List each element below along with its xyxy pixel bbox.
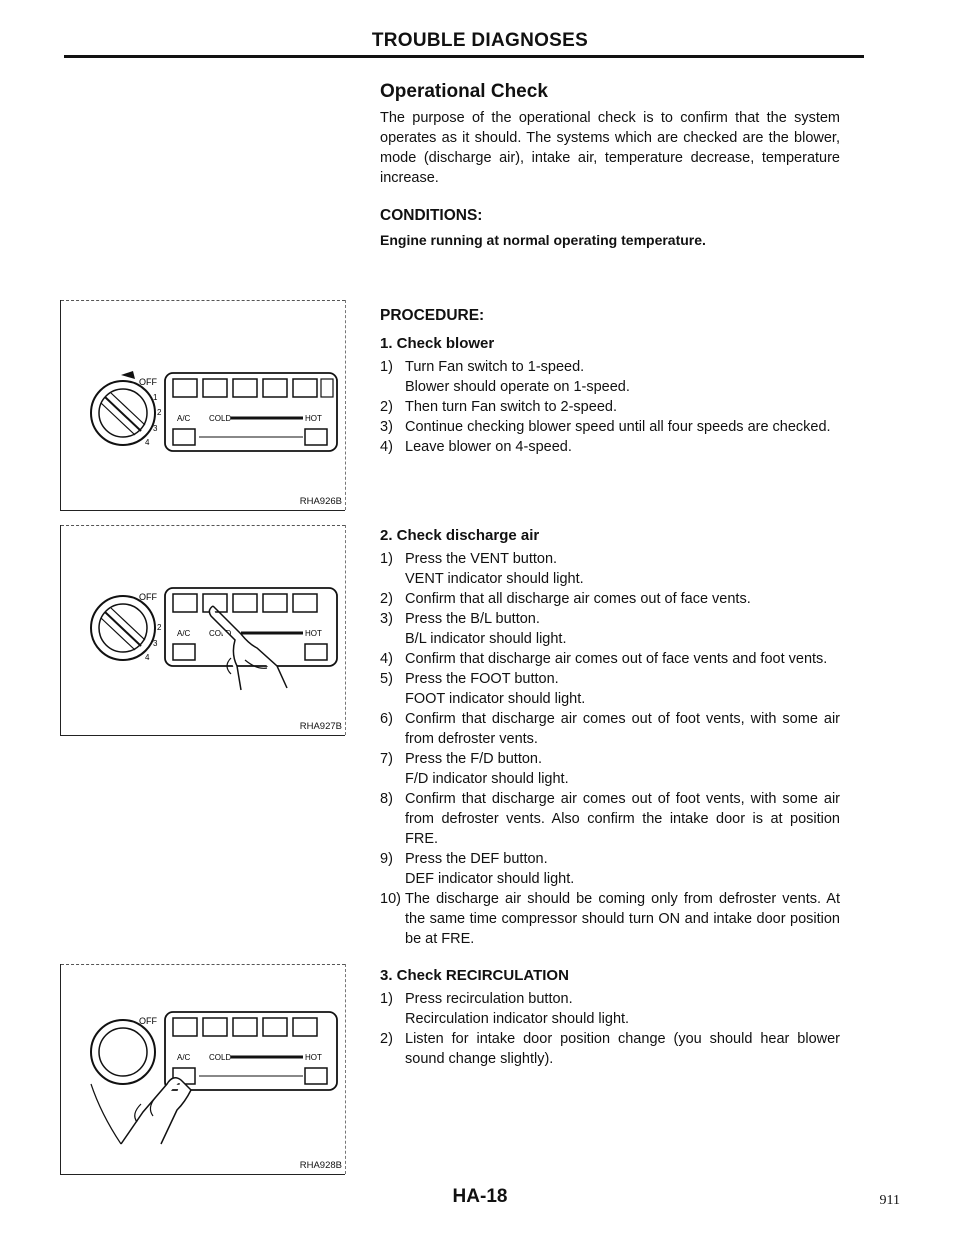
step1-item-number: 1) bbox=[380, 359, 393, 375]
svg-text:2: 2 bbox=[157, 623, 162, 632]
step2-item-number: 9) bbox=[380, 851, 393, 867]
step3-item-text: Listen for intake door position change (you should hear blower sound change slightly). bbox=[405, 1031, 840, 1067]
step2-item bbox=[380, 889, 840, 949]
step2-item-number: 3) bbox=[380, 611, 393, 627]
intro-paragraph: The purpose of the operational check is to confirm that the system operates as it should. The systems which are checked are the blower, mode (discharge air), intake air, temperature decrease, temperature increase. bbox=[380, 110, 840, 186]
step2-block bbox=[380, 526, 840, 949]
svg-text:COLD: COLD bbox=[209, 1053, 232, 1062]
step2-item-number bbox=[380, 629, 405, 649]
step2-item bbox=[380, 709, 840, 749]
header-rule bbox=[64, 55, 864, 58]
step2-item-text: VENT indicator should light. bbox=[405, 571, 584, 587]
step2-item-number: 6) bbox=[380, 711, 393, 727]
step1-item bbox=[380, 377, 840, 397]
step2-item-text: The discharge air should be coming only from defroster vents. At the same time compressor should turn ON and intake door position be at FRE. bbox=[405, 891, 840, 947]
step3-list bbox=[380, 989, 840, 1069]
step2-item-text: Press the DEF button. bbox=[405, 851, 548, 867]
step2-item-text: Press the VENT button. bbox=[405, 551, 558, 567]
svg-text:HOT: HOT bbox=[305, 1053, 322, 1062]
svg-text:4: 4 bbox=[145, 653, 150, 662]
step2-item-number: 4) bbox=[380, 651, 393, 667]
step2-item-number: 5) bbox=[380, 671, 393, 687]
svg-text:OFF: OFF bbox=[139, 377, 157, 387]
step2-item-text: Confirm that discharge air comes out of face vents and foot vents. bbox=[405, 651, 828, 667]
step2-item-text: Confirm that discharge air comes out of foot vents, with some air from defroster vents. Also confirm the intake door is at position FRE. bbox=[405, 791, 840, 847]
step2-item bbox=[380, 569, 840, 589]
svg-text:OFF: OFF bbox=[139, 1016, 157, 1026]
step3-item bbox=[380, 989, 840, 1009]
step1-item bbox=[380, 357, 840, 377]
page-label: HA-18 bbox=[452, 1186, 508, 1207]
step2-item-number bbox=[380, 689, 405, 709]
step1-title: 1. Check blower bbox=[380, 335, 495, 352]
step3-item-text: Press recirculation button. bbox=[405, 991, 573, 1007]
control-panel-illustration-1 bbox=[61, 300, 345, 510]
figure-1-code: RHA926B bbox=[299, 496, 342, 507]
step3-item-number: 2) bbox=[380, 1031, 393, 1047]
step1-item bbox=[380, 437, 840, 457]
step2-item bbox=[380, 689, 840, 709]
control-panel-illustration-3 bbox=[61, 964, 345, 1174]
svg-text:A/C: A/C bbox=[177, 629, 191, 638]
step1-item-text: Blower should operate on 1-speed. bbox=[405, 379, 630, 395]
svg-text:4: 4 bbox=[145, 438, 150, 447]
conditions-heading: CONDITIONS: bbox=[380, 207, 483, 224]
step2-item bbox=[380, 549, 840, 569]
step3-item-number: 1) bbox=[380, 991, 393, 1007]
step2-item bbox=[380, 869, 840, 889]
step2-item bbox=[380, 789, 840, 849]
section-header: TROUBLE DIAGNOSES bbox=[371, 30, 589, 51]
step2-item bbox=[380, 629, 840, 649]
step2-list bbox=[380, 549, 840, 949]
svg-text:A/C: A/C bbox=[177, 414, 191, 423]
step2-item-number bbox=[380, 569, 405, 589]
step2-item-number: 2) bbox=[380, 591, 393, 607]
operational-check-title: Operational Check bbox=[380, 81, 548, 102]
step2-item bbox=[380, 669, 840, 689]
step1-item-text: Continue checking blower speed until all four speeds are checked. bbox=[405, 419, 831, 435]
figure-1 bbox=[60, 300, 345, 511]
svg-text:3: 3 bbox=[153, 424, 158, 433]
step1-list bbox=[380, 357, 840, 457]
step2-item-text: Press the F/D button. bbox=[405, 751, 543, 767]
step2-item-number: 8) bbox=[380, 791, 393, 807]
step2-item bbox=[380, 769, 840, 789]
step2-title: 2. Check discharge air bbox=[380, 527, 540, 544]
step2-item-text: B/L indicator should light. bbox=[405, 631, 567, 647]
step1-item bbox=[380, 417, 840, 437]
svg-text:COLD: COLD bbox=[209, 629, 232, 638]
step2-item-text: DEF indicator should light. bbox=[405, 871, 575, 887]
step2-item-number bbox=[380, 869, 405, 889]
step1-item-text: Turn Fan switch to 1-speed. bbox=[405, 359, 585, 375]
step1-item-number bbox=[380, 377, 405, 397]
figure-3-code: RHA928B bbox=[299, 1160, 342, 1171]
svg-text:A/C: A/C bbox=[177, 1053, 191, 1062]
step3-item-text: Recirculation indicator should light. bbox=[405, 1011, 630, 1027]
step2-item-number: 7) bbox=[380, 751, 393, 767]
step1-item-number: 3) bbox=[380, 419, 393, 435]
svg-text:1: 1 bbox=[153, 393, 158, 402]
svg-text:3: 3 bbox=[153, 639, 158, 648]
step3-item bbox=[380, 1029, 840, 1069]
figure-2 bbox=[60, 525, 345, 736]
svg-text:HOT: HOT bbox=[305, 414, 322, 423]
step1-item-number: 4) bbox=[380, 439, 393, 455]
step1-item bbox=[380, 397, 840, 417]
step1-item-text: Leave blower on 4-speed. bbox=[405, 439, 572, 455]
step3-item bbox=[380, 1009, 840, 1029]
step3-title: 3. Check RECIRCULATION bbox=[380, 967, 569, 984]
step2-item-text: F/D indicator should light. bbox=[405, 771, 569, 787]
operational-check-block bbox=[380, 82, 840, 250]
step2-item bbox=[380, 649, 840, 669]
svg-text:COLD: COLD bbox=[209, 414, 232, 423]
svg-text:2: 2 bbox=[157, 408, 162, 417]
conditions-text: Engine running at normal operating temperature. bbox=[380, 232, 706, 248]
step3-item-number bbox=[380, 1009, 405, 1029]
sheet-number: 911 bbox=[879, 1193, 900, 1208]
step2-item-number bbox=[380, 769, 405, 789]
step2-item-text: Confirm that all discharge air comes out of face vents. bbox=[405, 591, 751, 607]
step1-item-number: 2) bbox=[380, 399, 393, 415]
step2-item bbox=[380, 849, 840, 869]
step2-item-text: Press the FOOT button. bbox=[405, 671, 559, 687]
step2-item-text: Press the B/L button. bbox=[405, 611, 540, 627]
procedure-block bbox=[380, 306, 840, 457]
figure-3 bbox=[60, 964, 345, 1175]
step2-item-number: 1) bbox=[380, 551, 393, 567]
control-panel-illustration-2 bbox=[61, 525, 345, 735]
svg-text:HOT: HOT bbox=[305, 629, 322, 638]
step2-item-text: FOOT indicator should light. bbox=[405, 691, 586, 707]
step2-item-number: 10) bbox=[380, 891, 401, 907]
svg-text:OFF: OFF bbox=[139, 592, 157, 602]
step2-item bbox=[380, 609, 840, 629]
procedure-heading: PROCEDURE: bbox=[380, 307, 485, 324]
step2-item bbox=[380, 749, 840, 769]
step3-block bbox=[380, 966, 840, 1069]
step2-item bbox=[380, 589, 840, 609]
step1-item-text: Then turn Fan switch to 2-speed. bbox=[405, 399, 617, 415]
step2-item-text: Confirm that discharge air comes out of foot vents, with some air from defroster vents. bbox=[405, 711, 840, 747]
figure-2-code: RHA927B bbox=[299, 721, 342, 732]
